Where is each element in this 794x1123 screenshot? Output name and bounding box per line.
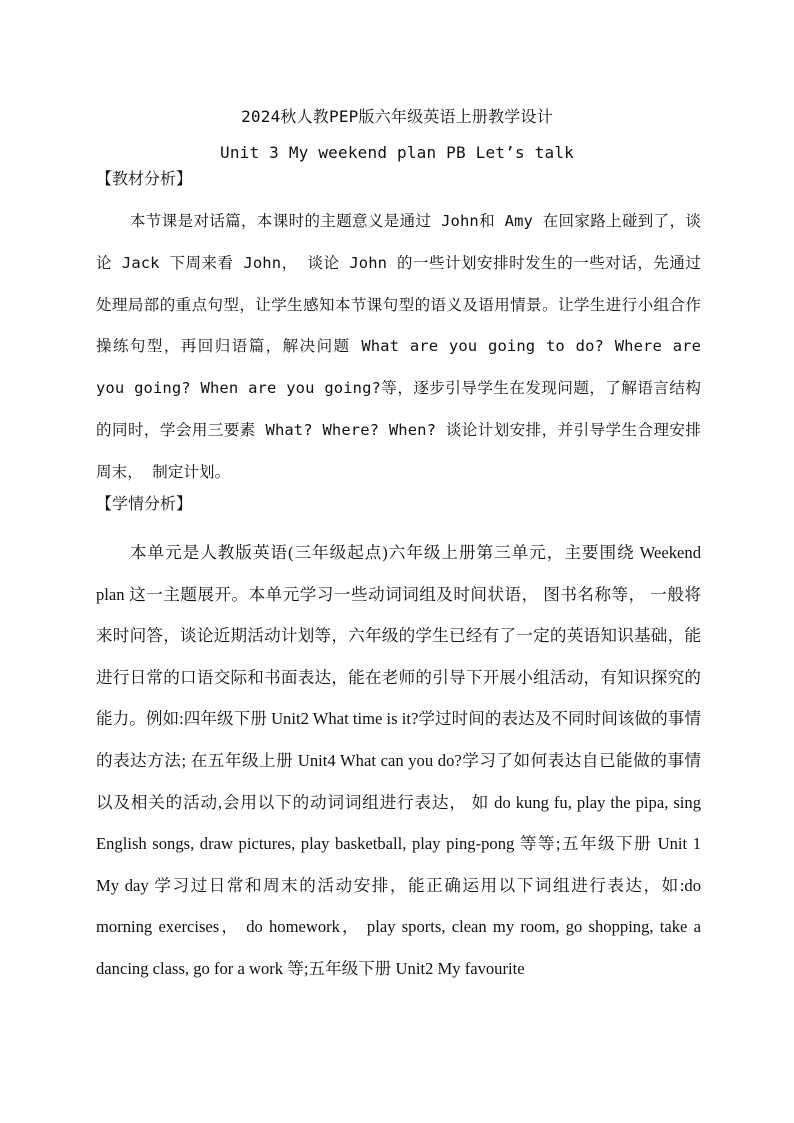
section-paragraph-textbook-analysis: 本节课是对话篇，本课时的主题意义是通过 John和 Amy 在回家路上碰到了，谈论 Jack 下周来看 John， 谈论 John 的一些计划安排时发生的一些对话，先通过处理局部的重点句型，让学生感知本节课句型的语义及语用情景。让学生进行小组合作操练句型，再回归语篇，解决问题 What are you going to do? Where are you going? When are you going?等，逐步引导学生在发现问题，了解语言结构的同时，学会用三要素 What? Where? When? 谈论计划安排，并引导学生合理安排周末， 制定计划。 <box>96 212 701 481</box>
section-heading-textbook-analysis: 【教材分析】 <box>96 169 193 188</box>
lesson-subtitle: Unit 3 My weekend plan PB Let’s talk <box>220 143 574 162</box>
document-title: 2024秋人教PEP版六年级英语上册教学设计 <box>241 107 553 126</box>
section-paragraph-student-analysis: 本单元是人教版英语(三年级起点)六年级上册第三单元，主要围绕 Weekend plan 这一主题展开。本单元学习一些动词词组及时间状语， 图书名称等， 一般将来时问答，谈论近期活动计划等，六年级的学生已经有了一定的英语知识基础，能进行日常的口语交际和书面表达，能在老师的引导下开展小组活动，有知识探究的能力。例如:四年级下册 Unit2 What time is it?学过时间的表达及不同时间该做的事情的表达方法; 在五年级上册 Unit4 What can you do?学习了如何表达自已能做的事情以及相关的活动,会用以下的动词词组进行表达， 如 do kung fu, play the pipa, sing English songs, draw pictures, play basketball, play ping-pong 等等;五年级下册 Unit 1 My day 学习过日常和周末的活动安排，能正确运用以下词组进行表达，如:do morning exercises， do homework， play sports, clean my room, go shopping, take a dancing class, go for a work 等;五年级下册 Unit2 My favourite <box>96 543 701 978</box>
section-heading-student-analysis: 【学情分析】 <box>96 494 193 513</box>
